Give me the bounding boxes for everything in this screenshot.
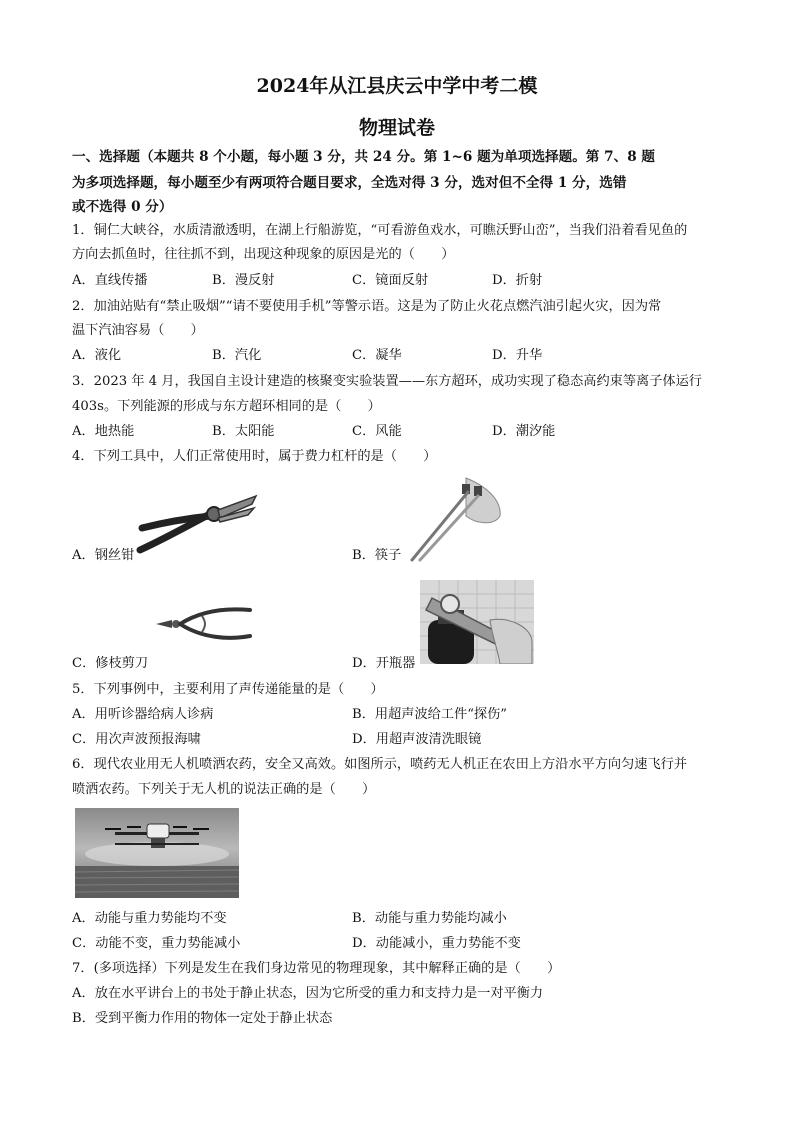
pruning-shears-icon — [152, 604, 254, 642]
section-instructions-line-2: 为多项选择题，每小题至少有两项符合题目要求，全选对得 3 分，选对但不全得 1 分，选错 — [72, 175, 627, 191]
q3-stem-line-1: 3．2023 年 4 月，我国自主设计建造的核聚变实验装置——东方超环，成功实现了稳态高约束等离子体运行 — [72, 374, 702, 389]
q7-option-a[interactable]: A．放在水平讲台上的书处于静止状态，因为它所受的重力和支持力是一对平衡力 — [72, 986, 544, 1001]
q4-option-c[interactable]: C．修枝剪刀 — [72, 656, 149, 671]
q2-option-b[interactable]: B．汽化 — [212, 348, 262, 363]
q3-stem-line-2: 403s。下列能源的形成与东方超环相同的是（ ） — [72, 399, 381, 414]
q7-stem: 7．(多项选择）下列是发生在我们身边常见的物理现象，其中解释正确的是（ ） — [72, 961, 561, 976]
q1-stem-line-1: 1．铜仁大峡谷，水质清澈透明，在湖上行船游览，“可看游鱼戏水，可瞧沃野山峦”，当我们沿着看见鱼的 — [72, 223, 688, 238]
section-instructions-line-3: 或不选得 0 分） — [72, 199, 173, 215]
q1-option-b[interactable]: B．漫反射 — [212, 273, 275, 288]
q5-option-d[interactable]: D．用超声波清洗眼镜 — [352, 732, 482, 747]
q1-option-c[interactable]: C．镜面反射 — [352, 273, 429, 288]
bottle-opener-photo — [420, 580, 534, 664]
q3-option-c[interactable]: C．风能 — [352, 424, 402, 439]
q5-option-c[interactable]: C．用次声波预报海啸 — [72, 732, 201, 747]
q6-option-a[interactable]: A．动能与重力势能均不变 — [72, 911, 227, 926]
q3-option-d[interactable]: D．潮汐能 — [492, 424, 556, 439]
q6-option-d[interactable]: D．动能减小，重力势能不变 — [352, 936, 521, 951]
q7-option-b[interactable]: B．受到平衡力作用的物体一定处于静止状态 — [72, 1011, 333, 1026]
q4-option-a[interactable]: A．钢丝钳 — [72, 548, 135, 563]
q1-option-d[interactable]: D．折射 — [492, 273, 543, 288]
q4-option-b[interactable]: B．筷子 — [352, 548, 402, 563]
q1-stem-line-2: 方向去抓鱼时，往往抓不到，出现这种现象的原因是光的（ ） — [72, 247, 455, 262]
chopsticks-icon — [406, 476, 502, 562]
q1-option-a[interactable]: A．直线传播 — [72, 273, 148, 288]
q2-option-a[interactable]: A．液化 — [72, 348, 122, 363]
page-subtitle: 物理试卷 — [358, 117, 435, 139]
q6-stem-line-1: 6．现代农业用无人机喷洒农药，安全又高效。如图所示，喷药无人机正在农田上方沿水平方向匀速飞行并 — [72, 757, 688, 772]
q3-option-a[interactable]: A．地热能 — [72, 424, 135, 439]
q2-stem-line-2: 温下汽油容易（ ） — [72, 323, 204, 338]
q6-stem-line-2: 喷洒农药。下列关于无人机的说法正确的是（ ） — [72, 782, 376, 797]
page-title: 2024年从江县庆云中学中考二模 — [256, 75, 538, 97]
q4-option-d[interactable]: D．开瓶器 — [352, 656, 416, 671]
q5-stem: 5．下列事例中，主要利用了声传递能量的是（ ） — [72, 682, 384, 697]
q5-option-a[interactable]: A．用听诊器给病人诊病 — [72, 707, 214, 722]
q5-option-b[interactable]: B．用超声波给工件“探伤” — [352, 707, 508, 722]
drone-photo — [75, 808, 239, 898]
q2-stem-line-1: 2．加油站贴有“禁止吸烟”“请不要使用手机”等警示语。这是为了防止火花点燃汽油引起火灾，因为常 — [72, 299, 662, 314]
q4-stem: 4．下列工具中，人们正常使用时，属于费力杠杆的是（ ） — [72, 449, 437, 464]
pliers-icon — [136, 488, 260, 558]
q3-option-b[interactable]: B．太阳能 — [212, 424, 275, 439]
q2-option-c[interactable]: C．凝华 — [352, 348, 402, 363]
q6-option-c[interactable]: C．动能不变，重力势能减小 — [72, 936, 241, 951]
section-instructions-line-1: 一、选择题（本题共 8 个小题，每小题 3 分，共 24 分。第 1~6 题为单项选择题。第 7、8 题 — [72, 149, 655, 165]
q2-option-d[interactable]: D．升华 — [492, 348, 543, 363]
q6-option-b[interactable]: B．动能与重力势能均减小 — [352, 911, 507, 926]
